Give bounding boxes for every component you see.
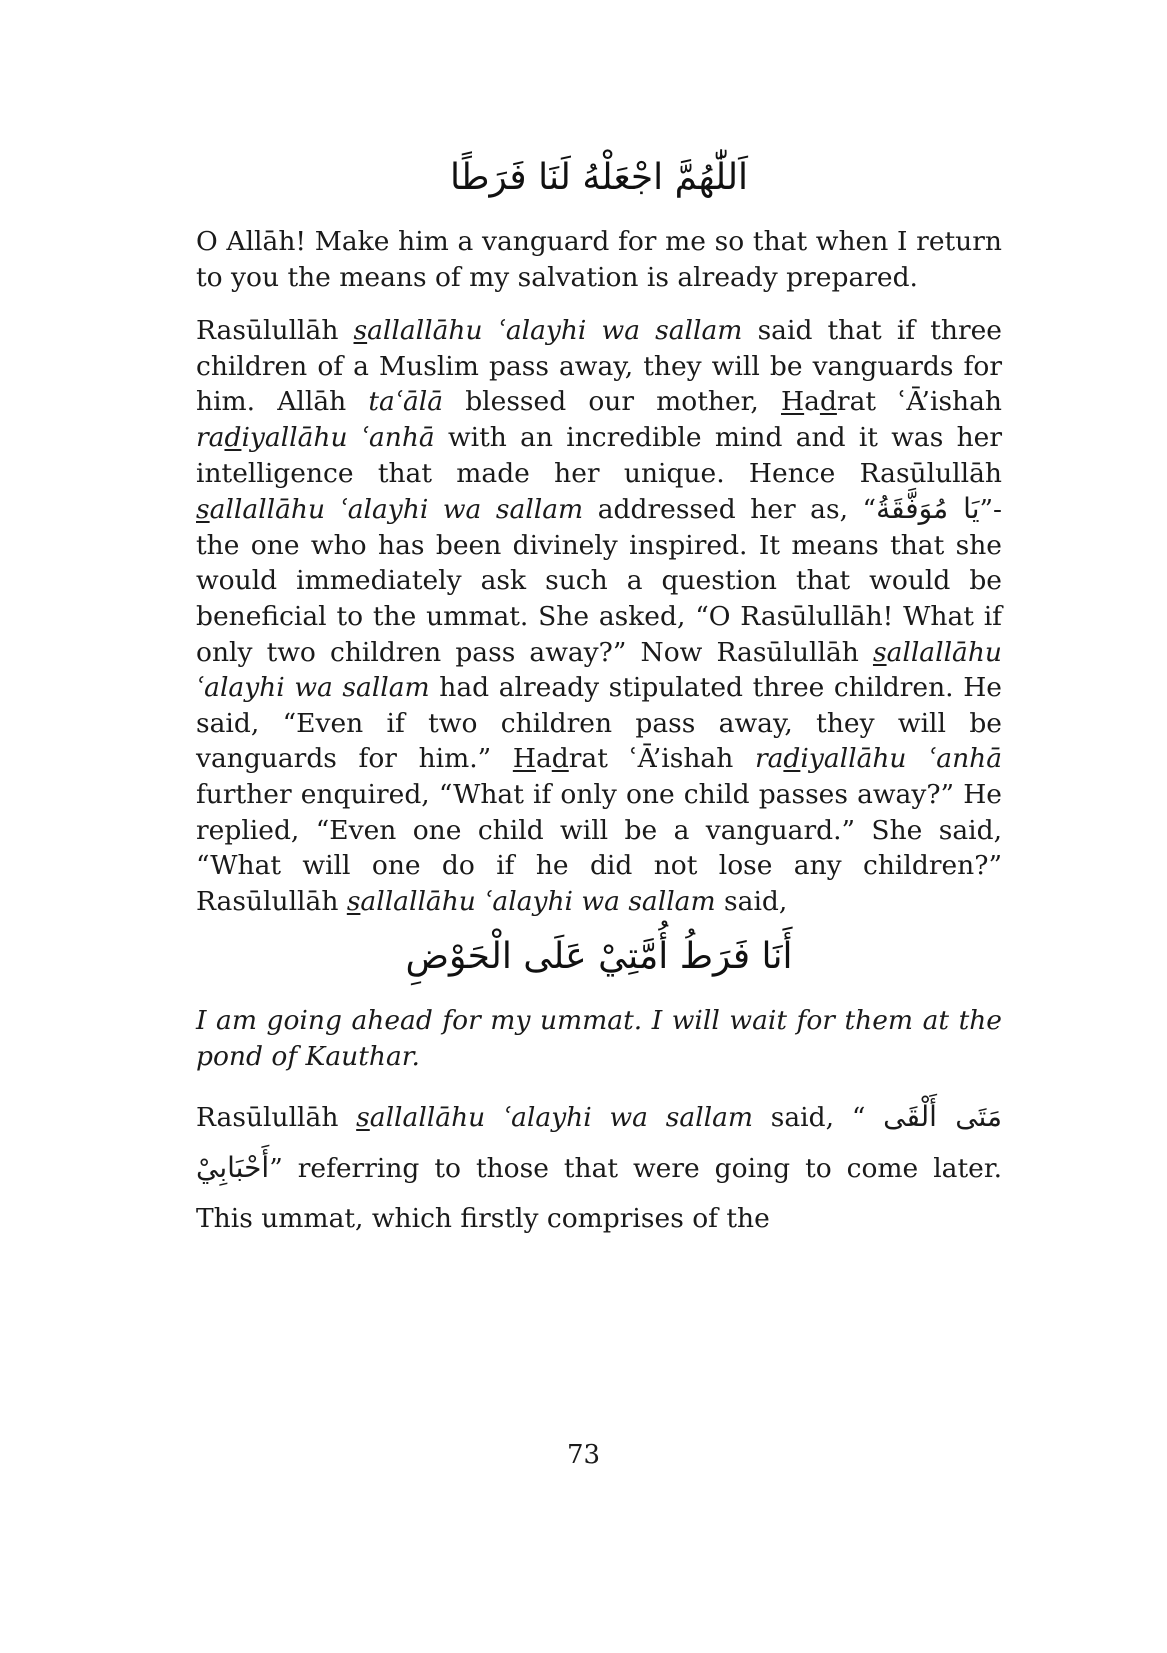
arabic-dua: اَللّٰهُمَّ اجْعَلْهُ لَنَا فَرَطًا xyxy=(449,157,749,198)
arabic-hadith: أَنَا فَرَطُ أُمَّتِيْ عَلَى الْحَوْضِ xyxy=(405,936,793,978)
paragraph-vanguards: Rasūlullāh sallallāhu ʿalayhi wa sallam said that if three children of a Muslim pass away, they will be vanguards for him. Allāh taʿālā blessed our mother, Hadrat ʿĀ’ishah radiyallāhu ʿanhā with an incredible mind and it was her intelligence that made her unique. Hence Rasūlullāh sallallāhu ʿalayhi wa sallam addressed her as, “يَا مُوَفَّقَةُ”- the one who has been divinely inspired. It means that she would immediately ask such a question that would be beneficial to the ummat. She asked, “O Rasūlullāh! What if only two children pass away?” Now Rasūlullāh sallallāhu ʿalayhi wa sallam had already stipulated three children. He said, “Even if two children pass away, they will be vanguards for him.” Hadrat ʿĀ’ishah radiyallāhu ʿanhā further enquired, “What if only one child passes away?” He replied, “Even one child will be a vanguard.” She said, “What will one do if he did not lose any children?” Rasūlullāh sallallāhu ʿalayhi wa sallam said, xyxy=(196,315,1002,917)
paragraph-beloved: Rasūlullāh sallallāhu ʿalayhi wa sallam said, “ مَتَى أَلْقَى أَحْبَابِيْ” referring to those that were going to come later. This ummat, which firstly comprises of the xyxy=(196,1100,1002,1235)
page-body xyxy=(196,150,1002,1244)
arabic-inline-muwaffaqah: يَا مُوَفَّقَةُ xyxy=(876,492,980,526)
arabic-inline-mata-alqa: مَتَى أَلْقَى أَحْبَابِيْ xyxy=(196,1100,1002,1185)
hadith-translation: I am going ahead for my ummat. I will wait for them at the pond of Kauthar. xyxy=(196,1005,1002,1072)
page-number: 73 xyxy=(566,1440,601,1470)
dua-translation: O Allāh! Make him a vanguard for me so that when I return to you the means of my salvation is already prepared. xyxy=(196,226,1002,293)
